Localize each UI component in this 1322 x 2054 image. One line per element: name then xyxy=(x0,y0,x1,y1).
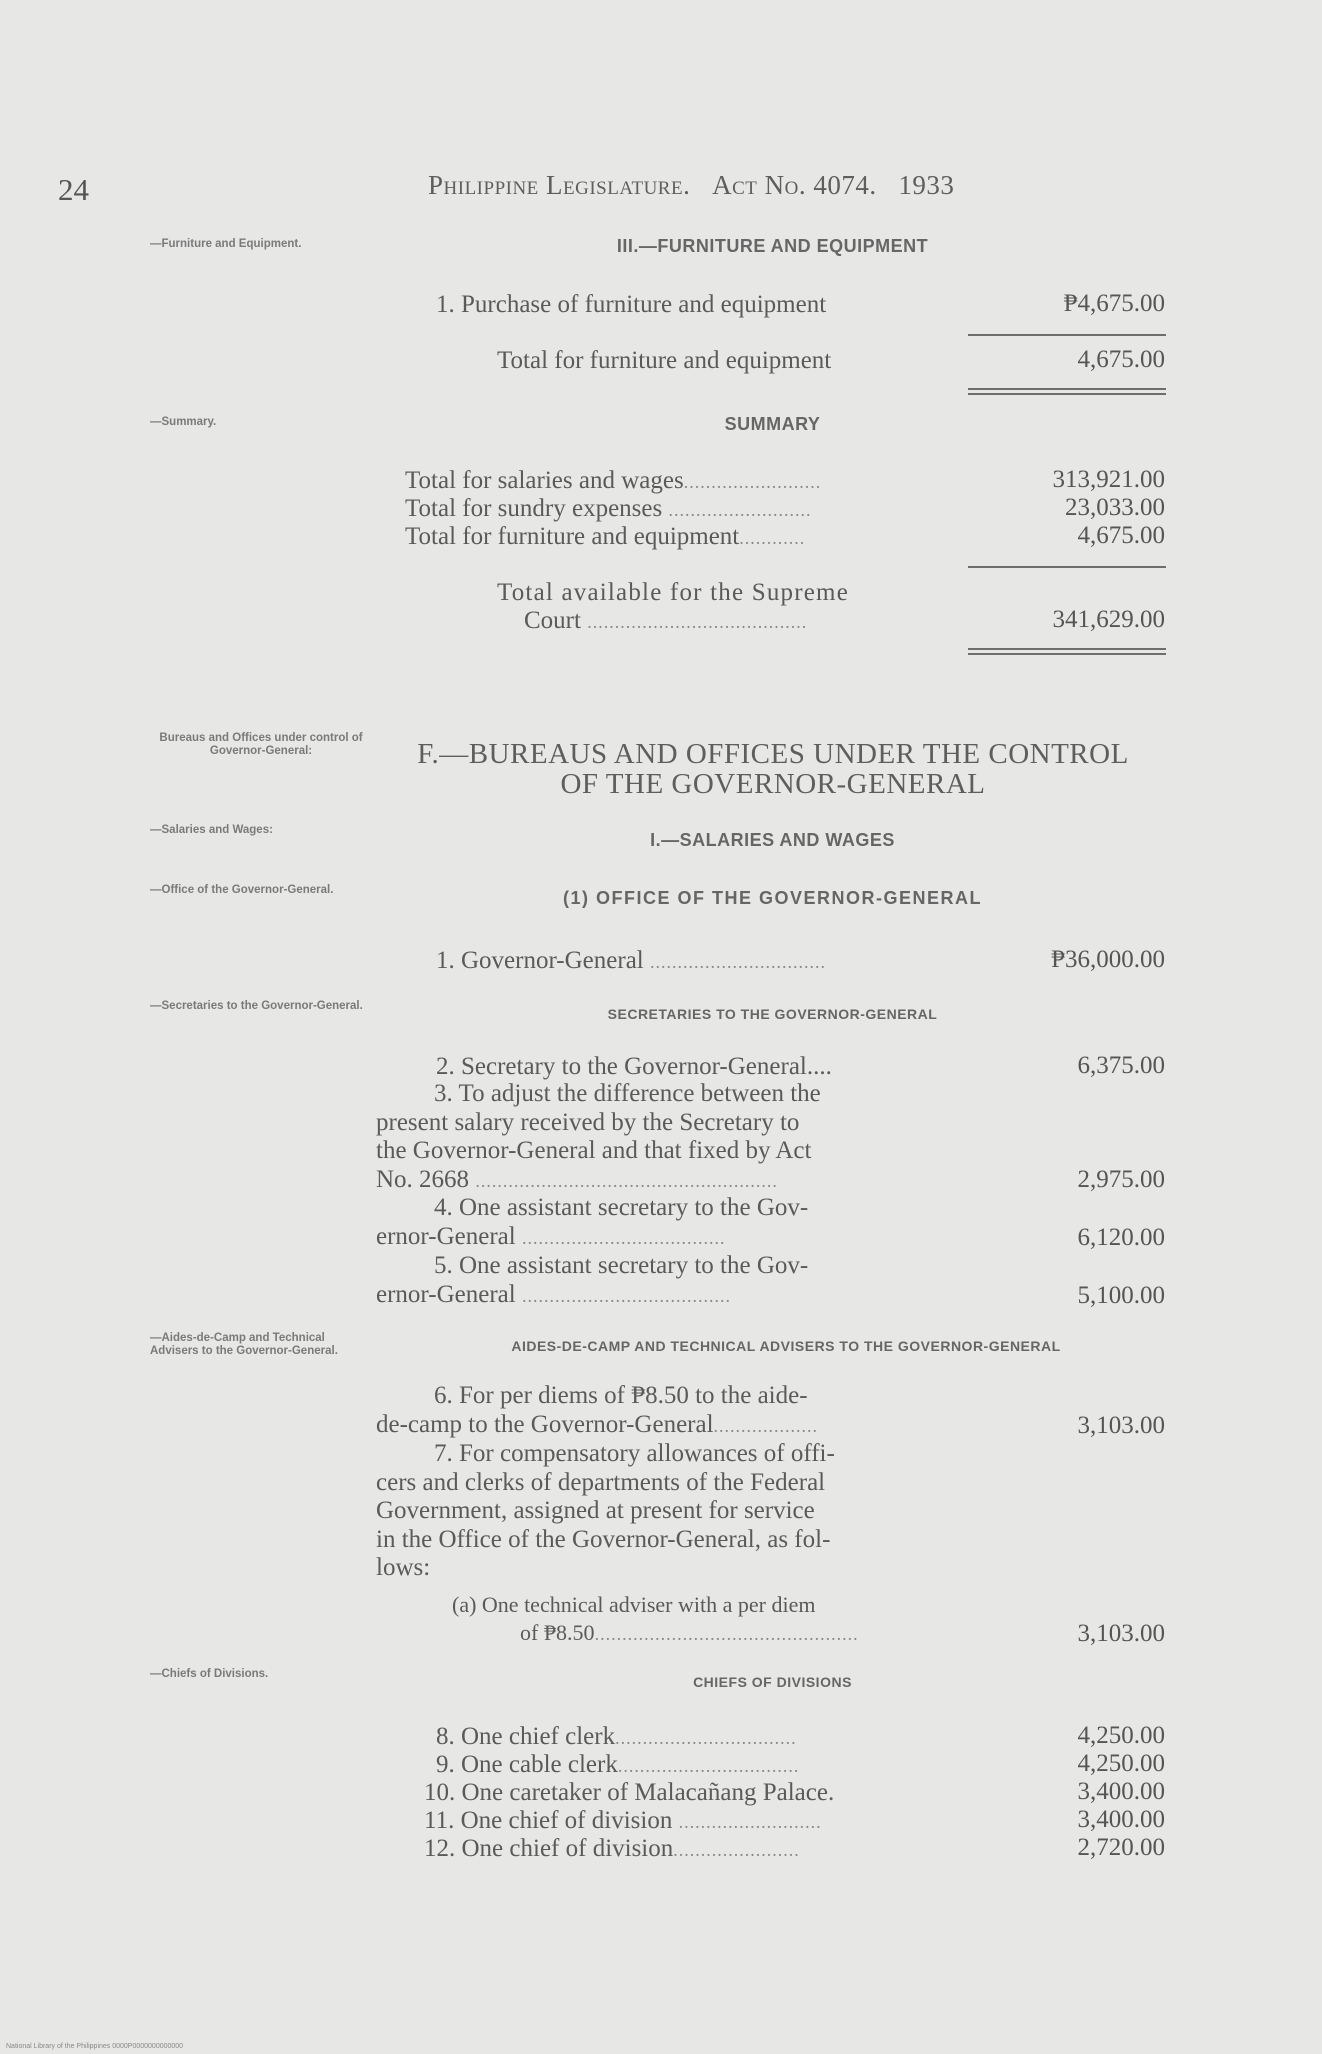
item-6-paragraph xyxy=(376,1382,971,1440)
chiefs-row-amount: 2,720.00 xyxy=(1077,1834,1165,1861)
page-number: 24 xyxy=(58,172,89,207)
chiefs-row-amount: 4,250.00 xyxy=(1077,1722,1165,1749)
item-7-line-2: cers and clerks of departments of the Federal xyxy=(376,1468,826,1496)
margin-note-chiefs: —Chiefs of Divisions. xyxy=(150,1668,269,1680)
chiefs-row: 8. One chief clerk................................. xyxy=(436,1723,797,1750)
chiefs-row-label: 11. One chief of division xyxy=(424,1807,673,1834)
furniture-heading: III.—FURNITURE AND EQUIPMENT xyxy=(616,236,929,256)
chiefs-row-label: 10. One caretaker of Malacañang Palace. xyxy=(424,1779,835,1806)
section-f-heading-2: OF THE GOVERNOR-GENERAL xyxy=(560,768,986,800)
summary-row-amount: 313,921.00 xyxy=(1052,466,1165,493)
item-5-paragraph xyxy=(376,1252,971,1310)
item-7-line-3: Government, assigned at present for service xyxy=(376,1497,815,1524)
item-7-paragraph xyxy=(376,1440,971,1583)
rule xyxy=(968,566,1166,568)
margin-note-office-gg: —Office of the Governor-General. xyxy=(150,884,334,896)
item-7-line-5: lows: xyxy=(376,1554,431,1581)
item-7-line-1: 7. For compensatory allowances of offi- xyxy=(434,1440,835,1467)
chiefs-row-amount: 3,400.00 xyxy=(1077,1806,1165,1833)
chiefs-row-label: 9. One cable clerk xyxy=(436,1751,618,1778)
margin-note-bureaus: Bureaus and Offices under control of Governor-General: xyxy=(159,732,363,757)
item-4-paragraph xyxy=(376,1194,971,1252)
summary-row-label: Total for furniture and equipment xyxy=(405,523,740,550)
summary-row: Total for salaries and wages......................... xyxy=(405,467,822,494)
item-7a-line-2: of ₱8.50................................................ xyxy=(520,1620,859,1645)
aides-heading: AIDES-DE-CAMP AND TECHNICAL ADVISERS TO THE GOVERNOR-GENERAL xyxy=(511,1338,1061,1354)
summary-total-line-2-wrap: Court ........................................ xyxy=(524,607,808,634)
salaries-heading: I.—SALARIES AND WAGES xyxy=(650,830,895,850)
item-7a-amount: 3,103.00 xyxy=(1077,1620,1165,1647)
item-1-line: 1. Governor-General ................................ xyxy=(436,947,826,974)
margin-note-salaries: —Salaries and Wages: xyxy=(150,824,273,836)
margin-note-secretaries: —Secretaries to the Governor-General. xyxy=(150,1000,363,1012)
footer-text: National Library of the Philippines 0000P0000000000000 xyxy=(6,2043,184,2050)
margin-note-summary: —Summary. xyxy=(150,416,217,428)
double-rule-top xyxy=(968,388,1166,390)
furniture-item-1-amount: ₱4,675.00 xyxy=(1063,290,1165,317)
item-5-line-1: 5. One assistant secretary to the Gov- xyxy=(434,1252,809,1279)
item-3-line-4: No. 2668 ....................................................... xyxy=(376,1165,778,1193)
double-rule-bottom xyxy=(968,653,1166,655)
margin-note-furniture: —Furniture and Equipment. xyxy=(150,238,302,250)
summary-row: Total for sundry expenses .......................... xyxy=(405,495,812,522)
item-3-line-3: the Governor-General and that fixed by Act xyxy=(376,1137,812,1164)
item-4-line-2: ernor-General ..................................... xyxy=(376,1222,726,1250)
summary-heading: SUMMARY xyxy=(724,414,821,434)
item-1-amount: ₱36,000.00 xyxy=(1051,946,1165,973)
item-6-amount: 3,103.00 xyxy=(1077,1412,1165,1439)
summary-row-amount: 23,033.00 xyxy=(1065,494,1165,521)
summary-row: Total for furniture and equipment............ xyxy=(405,523,806,550)
chiefs-row-label: 12. One chief of division xyxy=(424,1835,674,1862)
chiefs-row-amount: 4,250.00 xyxy=(1077,1750,1165,1777)
running-head-year: 1933 xyxy=(898,170,955,200)
item-1-label: 1. Governor-General xyxy=(436,947,644,974)
item-3-amount: 2,975.00 xyxy=(1077,1166,1165,1193)
chiefs-row: 9. One cable clerk................................. xyxy=(436,1751,800,1778)
chiefs-row-label: 8. One chief clerk xyxy=(436,1723,616,1750)
rule xyxy=(968,334,1166,336)
running-head xyxy=(428,170,954,201)
double-rule-top xyxy=(968,648,1166,650)
chiefs-row: 12. One chief of division....................... xyxy=(424,1835,800,1862)
item-2-amount: 6,375.00 xyxy=(1077,1052,1165,1079)
margin-note-aides: —Aides-de-Camp and Technical Advisers to the Governor-General. xyxy=(150,1332,338,1357)
item-3-line-2: present salary received by the Secretary to xyxy=(376,1108,800,1136)
furniture-item-1-label: 1. Purchase of furniture and equipment xyxy=(436,291,827,318)
item-3-line-1: 3. To adjust the difference between the xyxy=(434,1080,821,1107)
furniture-total-amount: 4,675.00 xyxy=(1077,346,1165,373)
double-rule-bottom xyxy=(968,393,1166,395)
item-4-amount: 6,120.00 xyxy=(1077,1224,1165,1251)
item-5-line-2: ernor-General ...................................... xyxy=(376,1280,731,1308)
secretaries-heading: SECRETARIES TO THE GOVERNOR-GENERAL xyxy=(607,1006,938,1022)
summary-total-amount: 341,629.00 xyxy=(1052,606,1165,633)
item-3-paragraph xyxy=(376,1080,971,1195)
item-7a-line-1: (a) One technical adviser with a per diem xyxy=(452,1592,816,1617)
running-head-act: Act No. 4074. xyxy=(712,170,877,200)
summary-total-line-2: Court xyxy=(524,607,581,634)
item-6-line-2: de-camp to the Governor-General................... xyxy=(376,1410,819,1438)
summary-row-amount: 4,675.00 xyxy=(1077,522,1165,549)
item-2-label: 2. Secretary to the Governor-General.... xyxy=(436,1053,832,1080)
item-7-line-4: in the Office of the Governor-General, as fol- xyxy=(376,1525,831,1553)
chiefs-heading: CHIEFS OF DIVISIONS xyxy=(693,1674,852,1690)
item-5-amount: 5,100.00 xyxy=(1077,1282,1165,1309)
office-gg-heading: (1) OFFICE OF THE GOVERNOR-GENERAL xyxy=(562,888,982,908)
running-head-title: Philippine Legislature. xyxy=(428,170,691,200)
furniture-total-label: Total for furniture and equipment xyxy=(497,347,832,374)
chiefs-row-amount: 3,400.00 xyxy=(1077,1778,1165,1805)
item-4-line-1: 4. One assistant secretary to the Gov- xyxy=(434,1194,809,1221)
item-6-line-1: 6. For per diems of ₱8.50 to the aide- xyxy=(434,1382,808,1409)
summary-total-line-1: Total available for the Supreme xyxy=(497,579,849,606)
chiefs-row: 11. One chief of division .......................... xyxy=(424,1807,822,1834)
chiefs-row xyxy=(424,1778,834,1807)
summary-row-label: Total for sundry expenses xyxy=(405,495,663,522)
summary-row-label: Total for salaries and wages xyxy=(405,467,684,494)
section-f-heading-1: F.—BUREAUS AND OFFICES UNDER THE CONTROL xyxy=(417,738,1129,770)
